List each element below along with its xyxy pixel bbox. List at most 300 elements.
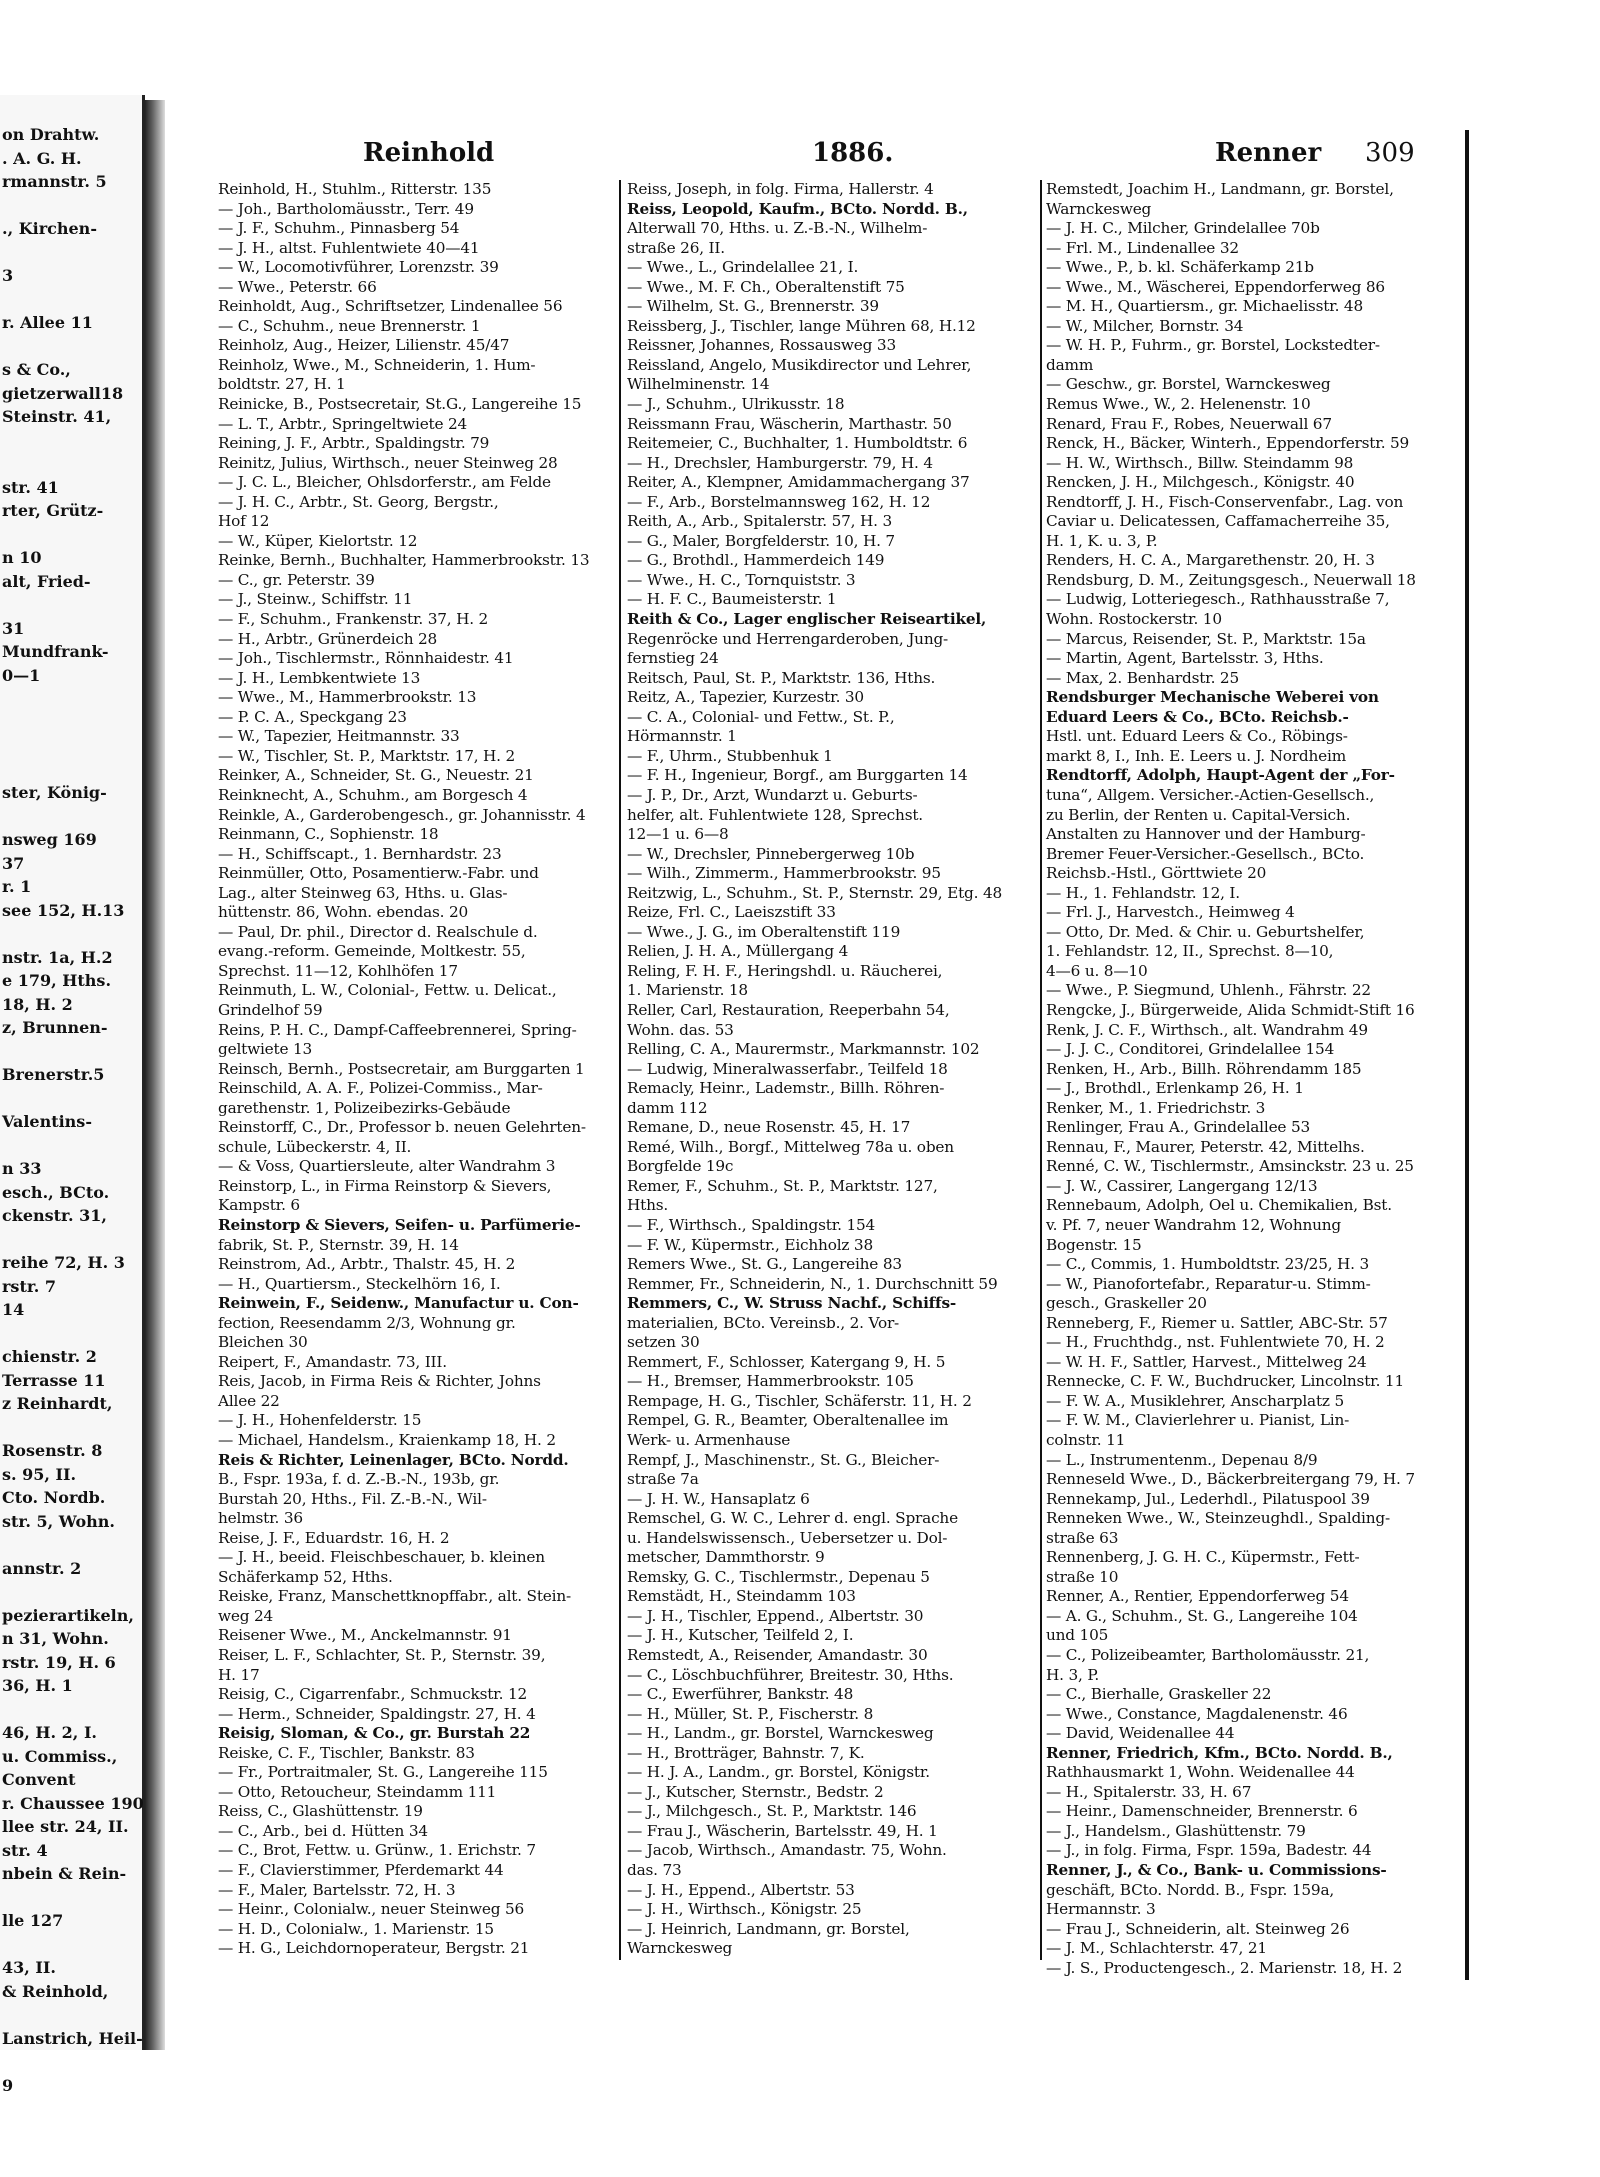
directory-entry: Wilhelminenstr. 14 bbox=[627, 375, 770, 394]
directory-entry: Reis, Jacob, in Firma Reis & Richter, Johns bbox=[218, 1372, 541, 1391]
directory-entry: — Frau J., Schneiderin, alt. Steinweg 26 bbox=[1046, 1919, 1350, 1938]
facing-page-fragment: Mundfrank- bbox=[2, 642, 109, 661]
directory-entry: — Wwe., P. Siegmund, Uhlenh., Fährstr. 22 bbox=[1046, 981, 1371, 1000]
directory-entry: — Geschw., gr. Borstel, Warnckesweg bbox=[1046, 375, 1331, 394]
directory-entry: fabrik, St. P., Sternstr. 39, H. 14 bbox=[218, 1235, 459, 1254]
directory-entry: — C., Commis, 1. Humboldtstr. 23/25, H. 3 bbox=[1046, 1255, 1370, 1274]
directory-entry: Remé, Wilh., Borgf., Mittelweg 78a u. oben bbox=[627, 1137, 954, 1156]
directory-entry: Rennebaum, Adolph, Oel u. Chemikalien, Bst. bbox=[1046, 1196, 1392, 1215]
facing-page-fragment: r. Allee 11 bbox=[2, 313, 93, 332]
book-gutter bbox=[145, 100, 165, 2050]
directory-entry: — J. H., Lembkentwiete 13 bbox=[218, 668, 421, 687]
directory-entry: — H. W., Wirthsch., Billw. Steindamm 98 bbox=[1046, 453, 1354, 472]
facing-page-fragment: 46, H. 2, I. bbox=[2, 1723, 97, 1742]
directory-entry: Regenröcke und Herrengarderoben, Jung- bbox=[627, 629, 949, 648]
directory-entry: Reiser, L. F., Schlachter, St. P., Sternstr. 39, bbox=[218, 1646, 546, 1665]
directory-entry: — C., Polizeibeamter, Bartholomäusstr. 21, bbox=[1046, 1646, 1370, 1665]
directory-entry: Reize, Frl. C., Laeiszstift 33 bbox=[627, 903, 836, 922]
facing-page-fragment: u. Commiss., bbox=[2, 1746, 118, 1766]
directory-entry: Reinholz, Aug., Heizer, Lilienstr. 45/47 bbox=[218, 336, 510, 355]
running-head-year: 1886. bbox=[812, 138, 894, 168]
directory-entry: — J., Kutscher, Sternstr., Bedstr. 2 bbox=[627, 1782, 884, 1801]
directory-entry: — F., Arb., Borstelmannsweg 162, H. 12 bbox=[627, 492, 931, 511]
directory-entry: — H., Bremser, Hammerbrookstr. 105 bbox=[627, 1372, 914, 1391]
facing-page-fragment: nsweg 169 bbox=[2, 830, 97, 849]
directory-entry: Sprechst. 11—12, Kohlhöfen 17 bbox=[218, 961, 458, 980]
directory-entry: — W., Küper, Kielortstr. 12 bbox=[218, 531, 418, 550]
directory-entry: — H., Fruchthdg., nst. Fuhlentwiete 70, H. 2 bbox=[1046, 1333, 1385, 1352]
directory-entry: 1. Fehlandstr. 12, II., Sprechst. 8—10, bbox=[1046, 942, 1334, 961]
facing-page-fragment: pezierartikeln, bbox=[2, 1605, 134, 1625]
directory-entry: — Wwe., L., Grindelallee 21, I. bbox=[627, 258, 859, 277]
directory-entry: Rennenberg, J. G. H. C., Küpermstr., Fett- bbox=[1046, 1548, 1360, 1567]
directory-entry: Reinholdt, Aug., Schriftsetzer, Lindenallee 56 bbox=[218, 297, 563, 316]
directory-entry: Bleichen 30 bbox=[218, 1333, 308, 1352]
directory-entry: Reling, F. H. F., Heringshdl. u. Räucherei, bbox=[627, 961, 943, 980]
directory-entry: — J. S., Productengesch., 2. Marienstr. 18, H. 2 bbox=[1046, 1958, 1403, 1977]
facing-page-fragment: 18, H. 2 bbox=[2, 994, 73, 1014]
directory-entry: Remmer, Fr., Schneiderin, N., 1. Durchschnitt 59 bbox=[627, 1274, 998, 1293]
directory-entry: Lag., alter Steinweg 63, Hths. u. Glas- bbox=[218, 883, 508, 902]
facing-page-fragment: z Reinhardt, bbox=[2, 1394, 113, 1413]
directory-entry: — J. Heinrich, Landmann, gr. Borstel, bbox=[627, 1919, 910, 1938]
directory-entry: u. Handelswissensch., Uebersetzer u. Dol- bbox=[627, 1528, 948, 1547]
directory-entry: — Wwe., M., Hammerbrookstr. 13 bbox=[218, 688, 477, 707]
directory-entry: Reitzwig, L., Schuhm., St. P., Sternstr. 29, Etg. 48 bbox=[627, 883, 1003, 902]
directory-entry: boldtstr. 27, H. 1 bbox=[218, 375, 346, 394]
directory-entry: Remmert, F., Schlosser, Katergang 9, H. 5 bbox=[627, 1352, 946, 1371]
directory-entry: — C. A., Colonial- und Fettw., St. P., bbox=[627, 707, 895, 726]
directory-entry: — J. H. W., Hansaplatz 6 bbox=[627, 1489, 810, 1508]
directory-entry: — F., Clavierstimmer, Pferdemarkt 44 bbox=[218, 1861, 504, 1880]
facing-page-fragment: esch., BCto. bbox=[2, 1182, 110, 1202]
directory-entry: Hof 12 bbox=[218, 512, 270, 531]
directory-entry: materialien, BCto. Vereinsb., 2. Vor- bbox=[627, 1313, 900, 1332]
facing-page-fragment: ster, König- bbox=[2, 783, 107, 802]
directory-entry: gesch., Graskeller 20 bbox=[1046, 1294, 1207, 1313]
directory-entry: Rengcke, J., Bürgerweide, Alida Schmidt-Stift 16 bbox=[1046, 1000, 1415, 1019]
directory-entry: v. Pf. 7, neuer Wandrahm 12, Wohnung bbox=[1046, 1215, 1342, 1234]
facing-page-fragment: Convent bbox=[2, 1770, 76, 1789]
directory-entry: — Herm., Schneider, Spaldingstr. 27, H. 4 bbox=[218, 1704, 536, 1723]
directory-entry: — Heinr., Colonialw., neuer Steinweg 56 bbox=[218, 1900, 525, 1919]
directory-entry: — H., Drechsler, Hamburgerstr. 79, H. 4 bbox=[627, 453, 933, 472]
directory-entry: — C., Bierhalle, Graskeller 22 bbox=[1046, 1685, 1272, 1704]
directory-entry: — H., Brotträger, Bahnstr. 7, K. bbox=[627, 1743, 865, 1762]
directory-entry: — C., Arb., bei d. Hütten 34 bbox=[218, 1821, 428, 1840]
directory-entry: Renneseld Wwe., D., Bäckerbreitergang 79, H. 7 bbox=[1046, 1470, 1415, 1489]
facing-page-fragment: 36, H. 1 bbox=[2, 1676, 73, 1695]
directory-entry: Rempel, G. R., Beamter, Oberaltenallee im bbox=[627, 1411, 949, 1430]
directory-entry: B., Fspr. 193a, f. d. Z.-B.-N., 193b, gr. bbox=[218, 1470, 500, 1489]
directory-entry: setzen 30 bbox=[627, 1333, 700, 1352]
directory-entry: — Wwe., Peterstr. 66 bbox=[218, 277, 377, 296]
directory-entry: — M. H., Quartiersm., gr. Michaelisstr. 48 bbox=[1046, 297, 1363, 316]
directory-entry: — F., Schuhm., Frankenstr. 37, H. 2 bbox=[218, 610, 489, 629]
directory-entry: Reisig, C., Cigarrenfabr., Schmuckstr. 12 bbox=[218, 1685, 528, 1704]
directory-entry: Rathhausmarkt 1, Wohn. Weidenallee 44 bbox=[1046, 1763, 1355, 1782]
facing-page-fragment: gietzerwall18 bbox=[2, 383, 124, 403]
directory-entry: Hstl. unt. Eduard Leers & Co., Röbings- bbox=[1046, 727, 1348, 746]
directory-entry: Reisig, Sloman, & Co., gr. Burstah 22 bbox=[218, 1724, 531, 1743]
directory-entry: — F., Maler, Bartelsstr. 72, H. 3 bbox=[218, 1880, 456, 1899]
directory-entry: das. 73 bbox=[627, 1861, 682, 1880]
facing-page-fragment: Cto. Nordb. bbox=[2, 1488, 106, 1507]
facing-page-fragment: 3 bbox=[2, 266, 14, 285]
directory-entry: — G., Maler, Borgfelderstr. 10, H. 7 bbox=[627, 531, 895, 550]
directory-entry: Reiss, Leopold, Kaufm., BCto. Nordd. B., bbox=[627, 199, 968, 218]
directory-entry: Remus Wwe., W., 2. Helenenstr. 10 bbox=[1046, 395, 1311, 414]
directory-entry: Hths. bbox=[627, 1196, 669, 1215]
directory-entry: Reiske, C. F., Tischler, Bankstr. 83 bbox=[218, 1743, 475, 1762]
directory-entry: Warnckesweg bbox=[627, 1939, 733, 1958]
directory-entry: — W., Tischler, St. P., Marktstr. 17, H. 2 bbox=[218, 746, 516, 765]
facing-page-fragment: str. 4 bbox=[2, 1840, 48, 1860]
directory-entry: — Wwe., Constance, Magdalenenstr. 46 bbox=[1046, 1704, 1348, 1723]
facing-page-fragment: on Drahtw. bbox=[2, 125, 100, 144]
directory-column-1 bbox=[218, 180, 614, 1960]
directory-entry: — J. M., Schlachterstr. 47, 21 bbox=[1046, 1939, 1267, 1958]
directory-entry: 4—6 u. 8—10 bbox=[1046, 961, 1148, 980]
directory-entry: — H. D., Colonialw., 1. Marienstr. 15 bbox=[218, 1919, 494, 1938]
directory-entry: Remane, D., neue Rosenstr. 45, H. 17 bbox=[627, 1118, 911, 1137]
directory-entry: Reissmann Frau, Wäscherin, Marthastr. 50 bbox=[627, 414, 952, 433]
directory-entry: Rendtorff, J. H., Fisch-Conservenfabr., Lag. von bbox=[1046, 492, 1404, 511]
directory-entry: Reinmann, C., Sophienstr. 18 bbox=[218, 825, 439, 844]
directory-entry: Remer, F., Schuhm., St. P., Marktstr. 127, bbox=[627, 1176, 938, 1195]
directory-entry: Reiss, C., Glashüttenstr. 19 bbox=[218, 1802, 423, 1821]
directory-entry: — J., Steinw., Schiffstr. 11 bbox=[218, 590, 413, 609]
facing-page-fragment: s & Co., bbox=[2, 360, 71, 379]
directory-entry: — C., Schuhm., neue Brennerstr. 1 bbox=[218, 316, 481, 335]
directory-entry: Renken, H., Arb., Billh. Röhrendamm 185 bbox=[1046, 1059, 1362, 1078]
directory-entry: — & Voss, Quartiersleute, alter Wandrahm 3 bbox=[218, 1157, 556, 1176]
facing-page-fragment: rstr. 7 bbox=[2, 1276, 57, 1296]
directory-entry: — Wwe., M., Wäscherei, Eppendorferweg 86 bbox=[1046, 277, 1385, 296]
left-page-edge bbox=[0, 95, 145, 2095]
directory-entry: hüttenstr. 86, Wohn. ebendas. 20 bbox=[218, 903, 469, 922]
facing-page-fragment: & Reinhold, bbox=[2, 1981, 109, 2001]
directory-entry: Relling, C. A., Maurermstr., Markmannstr. 102 bbox=[627, 1040, 980, 1059]
directory-entry: Grindelhof 59 bbox=[218, 1000, 323, 1019]
directory-entry: Remschel, G. W. C., Lehrer d. engl. Sprache bbox=[627, 1509, 958, 1528]
directory-entry: — C., Löschbuchführer, Breitestr. 30, Hths. bbox=[627, 1665, 954, 1684]
facing-page-fragment: 31 bbox=[2, 618, 25, 638]
directory-entry: Renneken Wwe., W., Steinzeughdl., Spalding- bbox=[1046, 1509, 1390, 1528]
directory-entry: — Frau J., Wäscherin, Bartelsstr. 49, H. 1 bbox=[627, 1821, 938, 1840]
directory-entry: — F. W. M., Clavierlehrer u. Pianist, Lin- bbox=[1046, 1411, 1350, 1430]
directory-entry: fection, Reesendamm 2/3, Wohnung gr. bbox=[218, 1313, 516, 1332]
directory-entry: — J., Handelsm., Glashüttenstr. 79 bbox=[1046, 1821, 1306, 1840]
directory-entry: Reining, J. F., Arbtr., Spaldingstr. 79 bbox=[218, 434, 490, 453]
directory-entry: helmstr. 36 bbox=[218, 1509, 303, 1528]
directory-entry: Rennecke, C. F. W., Buchdrucker, Lincolnstr. 11 bbox=[1046, 1372, 1404, 1391]
directory-entry: — Wwe., M. F. Ch., Oberaltenstift 75 bbox=[627, 277, 905, 296]
directory-entry: Reinstrom, Ad., Arbtr., Thalstr. 45, H. 2 bbox=[218, 1255, 516, 1274]
directory-entry: — C., Ewerführer, Bankstr. 48 bbox=[627, 1685, 854, 1704]
directory-entry: — J. H., Kutscher, Teilfeld 2, I. bbox=[627, 1626, 854, 1645]
directory-entry: Renné, C. W., Tischlermstr., Amsinckstr. 23 u. 25 bbox=[1046, 1157, 1414, 1176]
directory-entry: Eduard Leers & Co., BCto. Reichsb.- bbox=[1046, 707, 1349, 726]
directory-entry: tuna“, Allgem. Versicher.-Actien-Gesellsch., bbox=[1046, 785, 1375, 804]
facing-page-fragment: nbein & Rein- bbox=[2, 1864, 127, 1883]
directory-entry: Rempf, J., Maschinenstr., St. G., Bleicher- bbox=[627, 1450, 940, 1469]
facing-page-fragment: . A. G. H. bbox=[2, 148, 82, 168]
directory-entry: — Ludwig, Mineralwasserfabr., Teilfeld 18 bbox=[627, 1059, 948, 1078]
directory-entry: Reinstorp & Sievers, Seifen- u. Parfümerie- bbox=[218, 1215, 581, 1234]
facing-page-fragment: 14 bbox=[2, 1300, 25, 1319]
directory-entry: Hermannstr. 3 bbox=[1046, 1900, 1156, 1919]
directory-entry: — H. G., Leichdornoperateur, Bergstr. 21 bbox=[218, 1939, 530, 1958]
facing-page-fragment: annstr. 2 bbox=[2, 1558, 82, 1578]
directory-entry: Reissberg, J., Tischler, lange Mühren 68, H.12 bbox=[627, 316, 976, 335]
directory-entry: Reise, J. F., Eduardstr. 16, H. 2 bbox=[218, 1528, 450, 1547]
directory-entry: Caviar u. Delicatessen, Caffamacherreihe 35, bbox=[1046, 512, 1390, 531]
directory-entry: Bogenstr. 15 bbox=[1046, 1235, 1142, 1254]
directory-entry: — C., Brot, Fettw. u. Grünw., 1. Erichstr. 7 bbox=[218, 1841, 536, 1860]
directory-entry: Rendsburger Mechanische Weberei von bbox=[1046, 688, 1379, 707]
directory-entry: — W., Milcher, Bornstr. 34 bbox=[1046, 316, 1244, 335]
directory-entry: Wohn. das. 53 bbox=[627, 1020, 734, 1039]
directory-entry: — Heinr., Damenschneider, Brennerstr. 6 bbox=[1046, 1802, 1358, 1821]
directory-entry: Reiter, A., Klempner, Amidammachergang 37 bbox=[627, 473, 970, 492]
directory-entry: Rendtorff, Adolph, Haupt-Agent der „For- bbox=[1046, 766, 1395, 785]
directory-entry: — W., Drechsler, Pinnebergerweg 10b bbox=[627, 844, 915, 863]
directory-entry: — J. P., Dr., Arzt, Wundarzt u. Geburts- bbox=[627, 785, 918, 804]
directory-entry: — J. W., Cassirer, Langergang 12/13 bbox=[1046, 1176, 1318, 1195]
directory-entry: garethenstr. 1, Polizeibezirks-Gebäude bbox=[218, 1098, 511, 1117]
directory-entry: — H., Müller, St. P., Fischerstr. 8 bbox=[627, 1704, 874, 1723]
directory-entry: — L. T., Arbtr., Springeltwiete 24 bbox=[218, 414, 468, 433]
facing-page-fragment: 43, II. bbox=[2, 1958, 56, 1977]
directory-entry: Borgfelde 19c bbox=[627, 1157, 734, 1176]
directory-entry: evang.-reform. Gemeinde, Moltkestr. 55, bbox=[218, 942, 526, 961]
facing-page-fragment: n 10 bbox=[2, 548, 42, 567]
facing-page-fragment: rmannstr. 5 bbox=[2, 172, 107, 191]
page-number: 309 bbox=[1365, 138, 1415, 168]
directory-entry: Allee 22 bbox=[218, 1391, 280, 1410]
directory-entry: — W., Tapezier, Heitmannstr. 33 bbox=[218, 727, 460, 746]
facing-page-fragment: Lanstrich, Heil- bbox=[2, 2028, 143, 2048]
directory-entry: Reith & Co., Lager englischer Reiseartikel, bbox=[627, 610, 987, 629]
directory-entry: Remacly, Heinr., Lademstr., Billh. Röhren- bbox=[627, 1079, 945, 1098]
directory-entry: — Wwe., P., b. kl. Schäferkamp 21b bbox=[1046, 258, 1314, 277]
directory-entry: — Max, 2. Benhardstr. 25 bbox=[1046, 668, 1239, 687]
facing-page-fragment: chienstr. 2 bbox=[2, 1347, 97, 1366]
directory-entry: — H., 1. Fehlandstr. 12, I. bbox=[1046, 883, 1240, 902]
directory-entry: — F. W. A., Musiklehrer, Anscharplatz 5 bbox=[1046, 1391, 1344, 1410]
directory-entry: Reisener Wwe., M., Anckelmannstr. 91 bbox=[218, 1626, 512, 1645]
directory-entry: Reiss, Joseph, in folg. Firma, Hallerstr. 4 bbox=[627, 180, 934, 198]
facing-page-fragment: 0—1 bbox=[2, 665, 41, 685]
facing-page-fragment: Valentins- bbox=[2, 1112, 92, 1131]
directory-entry: — W., Locomotivführer, Lorenzstr. 39 bbox=[218, 258, 499, 277]
directory-entry: fernstieg 24 bbox=[627, 649, 719, 668]
directory-entry: Reichsb.-Hstl., Görttwiete 20 bbox=[1046, 864, 1267, 883]
directory-entry: — Wilhelm, St. G., Brennerstr. 39 bbox=[627, 297, 879, 316]
directory-entry: Reinstorp, L., in Firma Reinstorp & Sievers, bbox=[218, 1176, 552, 1195]
running-head-right: Renner bbox=[1215, 138, 1322, 168]
directory-entry: Rempage, H. G., Tischler, Schäferstr. 11, H. 2 bbox=[627, 1391, 972, 1410]
directory-entry: Remers Wwe., St. G., Langereihe 83 bbox=[627, 1255, 902, 1274]
facing-page-fragment: Brenerstr.5 bbox=[2, 1065, 105, 1084]
facing-page-fragment: Terrasse 11 bbox=[2, 1370, 106, 1390]
directory-entry: — Otto, Dr. Med. & Chir. u. Geburtshelfer, bbox=[1046, 922, 1365, 941]
directory-entry: Reissner, Johannes, Rossausweg 33 bbox=[627, 336, 896, 355]
directory-entry: Reller, Carl, Restauration, Reeperbahn 54, bbox=[627, 1000, 950, 1019]
directory-entry: Alterwall 70, Hths. u. Z.-B.-N., Wilhelm- bbox=[627, 219, 928, 238]
directory-entry: — Joh., Tischlermstr., Rönnhaidestr. 41 bbox=[218, 649, 514, 668]
directory-entry: — David, Weidenallee 44 bbox=[1046, 1724, 1235, 1743]
directory-entry: Renner, A., Rentier, Eppendorferweg 54 bbox=[1046, 1587, 1349, 1606]
directory-entry: weg 24 bbox=[218, 1606, 274, 1625]
facing-page-fragment: str. 41 bbox=[2, 477, 59, 497]
facing-page-fragment: ., Kirchen- bbox=[2, 219, 97, 238]
directory-entry: — J. H., Wirthsch., Königstr. 25 bbox=[627, 1900, 862, 1919]
facing-page-fragment: Steinstr. 41, bbox=[2, 407, 112, 426]
directory-entry: — A. G., Schuhm., St. G., Langereihe 104 bbox=[1046, 1606, 1358, 1625]
directory-entry: Rencken, J. H., Milchgesch., Königstr. 40 bbox=[1046, 473, 1355, 492]
directory-entry: Remstedt, Joachim H., Landmann, gr. Borstel, bbox=[1046, 180, 1394, 198]
directory-entry: H. 3, P. bbox=[1046, 1665, 1099, 1684]
directory-entry: — Marcus, Reisender, St. P., Marktstr. 15a bbox=[1046, 629, 1366, 648]
facing-page-fragment: rter, Grütz- bbox=[2, 501, 104, 520]
directory-entry: Rennekamp, Jul., Lederhdl., Pilatuspool 39 bbox=[1046, 1489, 1370, 1508]
facing-page-fragment: Rosenstr. 8 bbox=[2, 1441, 103, 1460]
directory-entry: zu Berlin, der Renten u. Capital-Versich. bbox=[1046, 805, 1351, 824]
directory-entry: Burstah 20, Hths., Fil. Z.-B.-N., Wil- bbox=[218, 1489, 487, 1508]
directory-entry: damm 112 bbox=[627, 1098, 708, 1117]
directory-entry: — Wwe., J. G., im Oberaltenstift 119 bbox=[627, 922, 901, 941]
directory-entry: — Wilh., Zimmerm., Hammerbrookstr. 95 bbox=[627, 864, 941, 883]
directory-entry: — J. C. L., Bleicher, Ohlsdorferstr., am Felde bbox=[218, 473, 551, 492]
directory-entry: — W. H. F., Sattler, Harvest., Mittelweg 24 bbox=[1046, 1352, 1367, 1371]
directory-entry: — F., Wirthsch., Spaldingstr. 154 bbox=[627, 1215, 876, 1234]
directory-entry: — J. H. C., Milcher, Grindelallee 70b bbox=[1046, 219, 1320, 238]
running-head-left: Reinhold bbox=[363, 138, 495, 168]
directory-entry: straße 10 bbox=[1046, 1567, 1119, 1586]
directory-entry: — J. H., Tischler, Eppend., Albertstr. 30 bbox=[627, 1606, 924, 1625]
directory-entry: Reinkle, A., Garderobengesch., gr. Johannisstr. 4 bbox=[218, 805, 586, 824]
directory-entry: — H., Spitalerstr. 33, H. 67 bbox=[1046, 1782, 1252, 1801]
directory-entry: Reiske, Franz, Manschettknopffabr., alt. Stein- bbox=[218, 1587, 571, 1606]
directory-entry: geltwiete 13 bbox=[218, 1040, 313, 1059]
directory-entry: Reinschild, A. A. F., Polizei-Commiss., Mar- bbox=[218, 1079, 543, 1098]
directory-entry: — Martin, Agent, Bartelsstr. 3, Hths. bbox=[1046, 649, 1324, 668]
directory-entry: Reipert, F., Amandastr. 73, III. bbox=[218, 1352, 447, 1371]
directory-entry: — H. F. C., Baumeisterstr. 1 bbox=[627, 590, 837, 609]
directory-entry: — W., Pianofortefabr., Reparatur-u. Stimm- bbox=[1046, 1274, 1371, 1293]
directory-entry: — Wwe., H. C., Tornquiststr. 3 bbox=[627, 570, 856, 589]
directory-entry: Reinknecht, A., Schuhm., am Borgesch 4 bbox=[218, 785, 528, 804]
facing-page-fragment: alt, Fried- bbox=[2, 571, 91, 591]
directory-entry: Remmers, C., W. Struss Nachf., Schiffs- bbox=[627, 1294, 956, 1313]
directory-entry: Reins, P. H. C., Dampf-Caffeebrennerei, Spring- bbox=[218, 1020, 577, 1039]
directory-entry: — Frl. J., Harvestch., Heimweg 4 bbox=[1046, 903, 1295, 922]
facing-page-fragment: s. 95, II. bbox=[2, 1464, 77, 1484]
directory-entry: Reinker, A., Schneider, St. G., Neuestr. 21 bbox=[218, 766, 534, 785]
directory-entry: damm bbox=[1046, 355, 1094, 374]
directory-entry: Reinke, Bernh., Buchhalter, Hammerbrookstr. 13 bbox=[218, 551, 590, 570]
directory-entry: H. 1, K. u. 3, P. bbox=[1046, 531, 1158, 550]
directory-entry: Schäferkamp 52, Hths. bbox=[218, 1567, 393, 1586]
directory-entry: — Frl. M., Lindenallee 32 bbox=[1046, 238, 1239, 257]
directory-entry: Renard, Frau F., Robes, Neuerwall 67 bbox=[1046, 414, 1332, 433]
directory-entry: straße 7a bbox=[627, 1470, 699, 1489]
directory-entry: colnstr. 11 bbox=[1046, 1431, 1126, 1449]
directory-entry: — H., Quartiersm., Steckelhörn 16, I. bbox=[218, 1274, 501, 1293]
directory-entry: Remstedt, A., Reisender, Amandastr. 30 bbox=[627, 1646, 928, 1665]
directory-entry: Anstalten zu Hannover und der Hamburg- bbox=[1046, 825, 1366, 844]
directory-entry: Reinstorff, C., Dr., Professor b. neuen Gelehrten- bbox=[218, 1118, 586, 1137]
directory-entry: straße 26, II. bbox=[627, 238, 725, 257]
directory-entry: Reinitz, Julius, Wirthsch., neuer Steinweg 28 bbox=[218, 453, 558, 472]
directory-entry: — J. H., altst. Fuhlentwiete 40—41 bbox=[218, 238, 480, 257]
directory-entry: 12—1 u. 6—8 bbox=[627, 825, 729, 844]
directory-entry: — H., Landm., gr. Borstel, Warnckesweg bbox=[627, 1724, 934, 1743]
directory-entry: H. 17 bbox=[218, 1665, 260, 1684]
directory-entry: Renck, H., Bäcker, Winterh., Eppendorferstr. 59 bbox=[1046, 434, 1410, 453]
directory-entry: — J., Milchgesch., St. P., Marktstr. 146 bbox=[627, 1802, 917, 1821]
directory-entry: — Fr., Portraitmaler, St. G., Langereihe 115 bbox=[218, 1763, 548, 1782]
facing-page-fragment: 37 bbox=[2, 853, 25, 873]
directory-entry: Reis & Richter, Leinenlager, BCto. Nordd. bbox=[218, 1450, 569, 1469]
directory-entry: Rennau, F., Maurer, Peterstr. 42, Mittelhs. bbox=[1046, 1137, 1365, 1156]
directory-entry: — J. H. C., Arbtr., St. Georg, Bergstr., bbox=[218, 492, 499, 511]
facing-page-fragment: ckenstr. 31, bbox=[2, 1206, 107, 1225]
directory-entry: Hörmannstr. 1 bbox=[627, 727, 737, 746]
directory-entry: metscher, Dammthorstr. 9 bbox=[627, 1548, 825, 1567]
directory-entry: 1. Marienstr. 18 bbox=[627, 981, 748, 1000]
directory-entry: Reissland, Angelo, Musikdirector und Lehrer, bbox=[627, 355, 972, 374]
facing-page-fragment: 9 bbox=[2, 2075, 14, 2095]
directory-entry: Renk, J. C. F., Wirthsch., alt. Wandrahm 49 bbox=[1046, 1020, 1368, 1039]
directory-entry: — H., Arbtr., Grünerdeich 28 bbox=[218, 629, 438, 648]
facing-page-fragment: z, Brunnen- bbox=[2, 1018, 108, 1037]
directory-entry: — C., gr. Peterstr. 39 bbox=[218, 570, 375, 589]
directory-entry: Remsky, G. C., Tischlermstr., Depenau 5 bbox=[627, 1567, 930, 1586]
directory-entry: Reitemeier, C., Buchhalter, 1. Humboldtstr. 6 bbox=[627, 434, 968, 453]
directory-entry: Remstädt, H., Steindamm 103 bbox=[627, 1587, 856, 1606]
directory-entry: — H., Schiffscapt., 1. Bernhardstr. 23 bbox=[218, 844, 502, 863]
directory-entry: — W. H. P., Fuhrm., gr. Borstel, Lockstedter- bbox=[1046, 336, 1380, 355]
directory-entry: Rendsburg, D. M., Zeitungsgesch., Neuerwall 18 bbox=[1046, 570, 1416, 589]
directory-entry: Werk- u. Armenhause bbox=[627, 1431, 791, 1449]
facing-page-fragment: nstr. 1a, H.2 bbox=[2, 947, 113, 967]
directory-entry: und 105 bbox=[1046, 1626, 1109, 1645]
directory-entry: Reinhold, H., Stuhlm., Ritterstr. 135 bbox=[218, 180, 492, 198]
directory-entry: — H. J. A., Landm., gr. Borstel, Königstr. bbox=[627, 1763, 930, 1782]
directory-entry: Renders, H. C. A., Margarethenstr. 20, H. 3 bbox=[1046, 551, 1375, 570]
directory-entry: Reinsch, Bernh., Postsecretair, am Burggarten 1 bbox=[218, 1059, 585, 1078]
directory-entry: — J. H., Hohenfelderstr. 15 bbox=[218, 1411, 422, 1430]
column-rule bbox=[619, 180, 621, 1960]
facing-page-fragment: reihe 72, H. 3 bbox=[2, 1253, 125, 1272]
directory-entry: helfer, alt. Fuhlentwiete 128, Sprechst. bbox=[627, 805, 923, 824]
directory-entry: — J. H., beeid. Fleischbeschauer, b. kleinen bbox=[218, 1548, 545, 1567]
directory-entry: — J. F., Schuhm., Pinnasberg 54 bbox=[218, 219, 460, 238]
directory-entry: — F. H., Ingenieur, Borgf., am Burggarten 14 bbox=[627, 766, 968, 785]
directory-entry: Reinwein, F., Seidenw., Manufactur u. Con- bbox=[218, 1294, 579, 1313]
directory-entry: — P. C. A., Speckgang 23 bbox=[218, 707, 407, 726]
directory-entry: — L., Instrumentenm., Depenau 8/9 bbox=[1046, 1450, 1318, 1469]
directory-entry: Reitz, A., Tapezier, Kurzestr. 30 bbox=[627, 688, 864, 707]
directory-entry: Reith, A., Arb., Spitalerstr. 57, H. 3 bbox=[627, 512, 892, 531]
facing-page-fragment: e 179, Hths. bbox=[2, 971, 112, 990]
directory-entry: Renneberg, F., Riemer u. Sattler, ABC-Str. 57 bbox=[1046, 1313, 1388, 1332]
facing-page-fragment: rstr. 19, H. 6 bbox=[2, 1652, 116, 1672]
directory-entry: straße 63 bbox=[1046, 1528, 1119, 1547]
